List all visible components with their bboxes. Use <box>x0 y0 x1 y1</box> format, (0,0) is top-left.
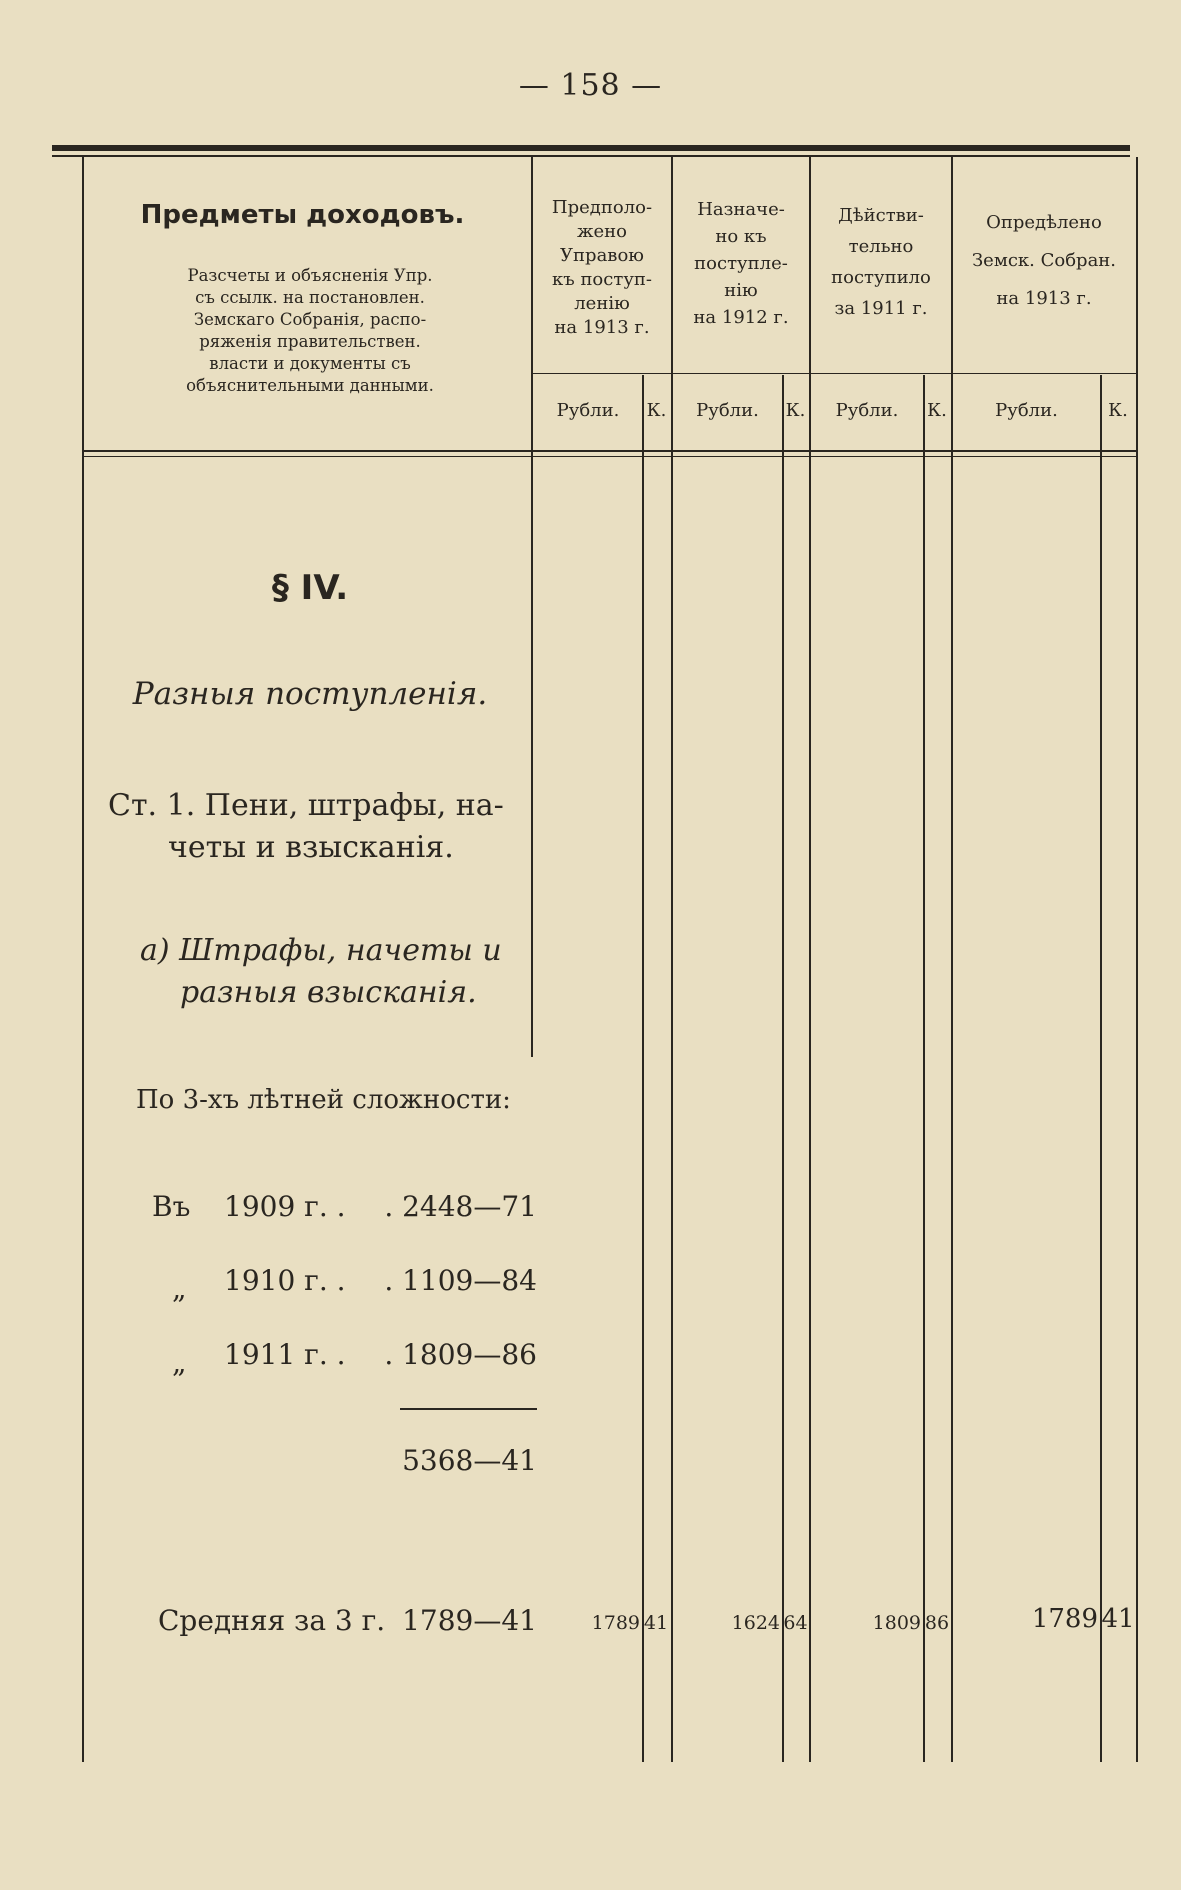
value-kop-1: 41 <box>643 1612 669 1634</box>
column-head-planned: Предполо- жено Управою къ поступ- ленію на 1913 г. <box>551 197 653 338</box>
value-rub-2: 1624 <box>731 1612 780 1634</box>
section-title: Разныя поступленія. <box>132 676 488 712</box>
unit-rub-3: Рубли. <box>835 400 899 421</box>
col1-divider <box>671 157 673 1762</box>
unit-rub-2: Рубли. <box>696 400 759 421</box>
header-title: Предметы доходовъ. <box>140 200 465 230</box>
section-number: § IV. <box>271 568 349 608</box>
header-bottom-rule-2 <box>82 456 1136 457</box>
column-head-determined: Опредѣлено Земск. Собран. на 1913 г. <box>971 212 1117 309</box>
kop-divider-4 <box>1100 375 1102 1762</box>
basis-text: По 3-хъ лѣтней сложности: <box>136 1085 511 1115</box>
kop-divider-2 <box>782 375 784 1762</box>
top-rule-thin <box>52 155 1130 157</box>
page-number: — 158 — <box>518 68 663 103</box>
top-rule <box>52 145 1130 151</box>
unit-rub-1: Рубли. <box>556 400 620 421</box>
units-row-top <box>531 373 1136 374</box>
unit-kop-3: К. <box>927 400 947 421</box>
unit-kop-2: К. <box>785 400 806 421</box>
table-left-border <box>82 157 84 1762</box>
sum-total: 5368—41 <box>402 1444 537 1477</box>
unit-rub-4: Рубли. <box>995 400 1058 421</box>
value-kop-4: 41 <box>1101 1604 1135 1634</box>
kop-divider-3 <box>923 375 925 1762</box>
value-rub-3: 1809 <box>872 1612 921 1634</box>
average-label: Средняя за 3 г. <box>158 1604 386 1637</box>
article-title: Ст. 1. Пени, штрафы, на- четы и взысканія. <box>108 788 504 865</box>
column-head-assigned: Назначе- но къ поступле- нію на 1912 г. <box>693 199 789 328</box>
value-rub-4: 1789 <box>1031 1604 1098 1634</box>
col3-divider <box>951 157 953 1762</box>
header-subtitle: Разсчеты и объясненія Упр. съ ссылк. на постановлен. Земскаго Собранія, распо- ряженія правительствен. власти и документы съ объяснительными данными. <box>186 266 434 395</box>
average-value: 1789—41 <box>402 1604 537 1637</box>
column-head-actual: Дѣйстви- тельно поступило за 1911 г. <box>831 205 931 319</box>
sum-rule <box>400 1408 537 1410</box>
col2-divider <box>809 157 811 1762</box>
value-kop-3: 86 <box>924 1612 950 1634</box>
unit-kop-1: К. <box>646 400 667 421</box>
value-rub-1: 1789 <box>591 1612 640 1634</box>
table-right-border <box>1136 157 1138 1762</box>
header-bottom-rule <box>82 450 1136 452</box>
value-kop-2: 64 <box>783 1612 808 1634</box>
kop-divider-1 <box>642 375 644 1762</box>
subitem-title: а) Штрафы, начеты и разныя взысканія. <box>140 933 502 1010</box>
unit-kop-4: К. <box>1108 400 1128 421</box>
desc-col-divider <box>531 157 533 1057</box>
